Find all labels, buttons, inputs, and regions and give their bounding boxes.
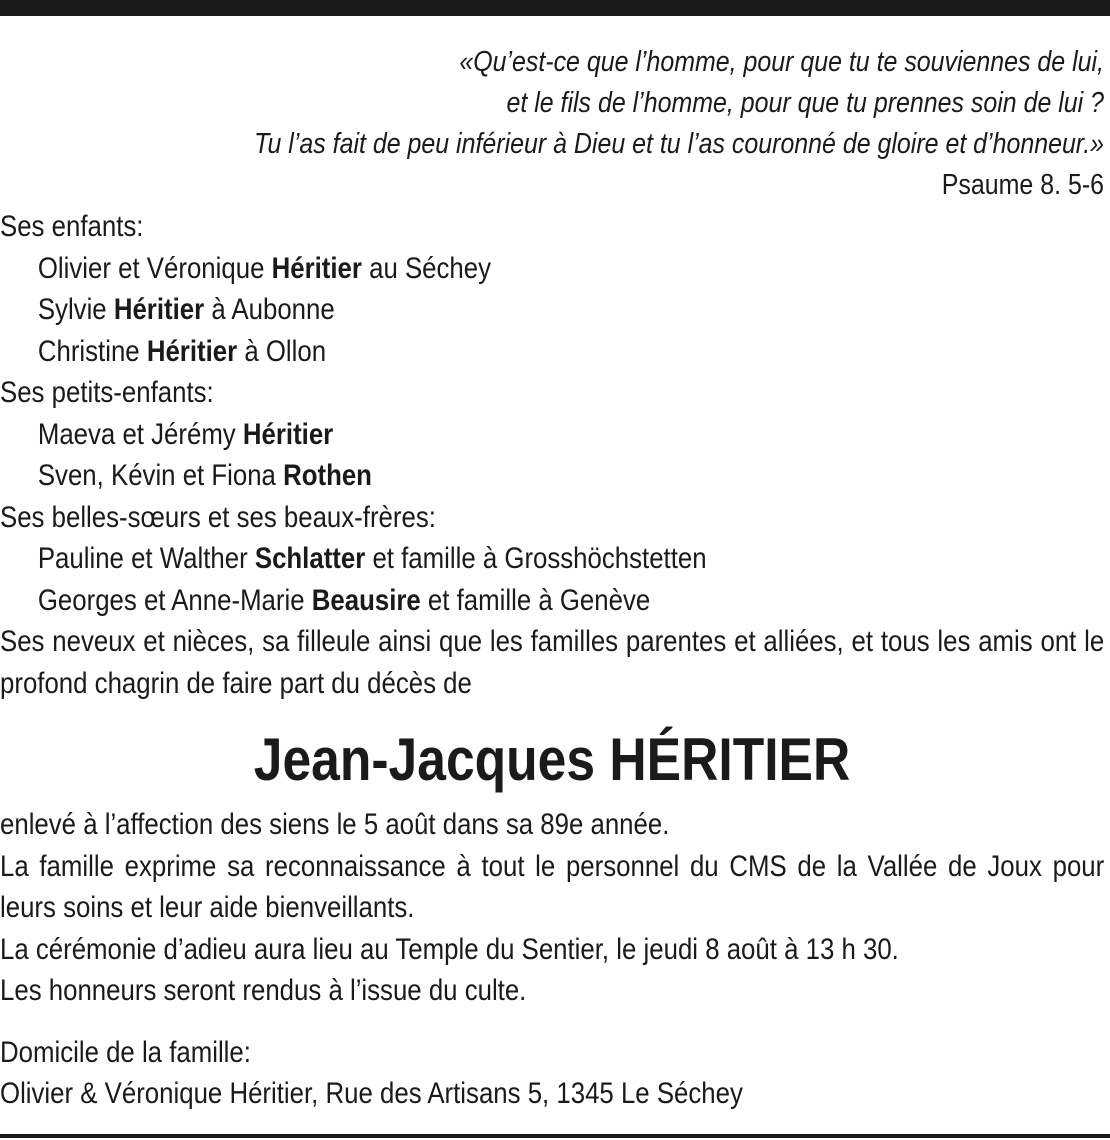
honours-text: Les honneurs seront rendus à l’issue du culte. (0, 974, 527, 1007)
child-surname: Héritier (271, 251, 362, 285)
inlaw-entry (0, 538, 949, 580)
quote-line-3: Tu l’as fait de peu inférieur à Dieu et tu l’as couronné de gloire et d’honneur.» (254, 128, 1105, 160)
announcement-text: Ses neveux et nièces, sa filleule ainsi que les familles parentes et alliées, et tous les amis ont le profond chagrin de faire part du décès de (0, 625, 1105, 700)
child-given-names: Olivier et Véronique (37, 251, 272, 285)
children-section (0, 206, 1104, 372)
inlaw-given-names: Georges et Anne-Marie (37, 583, 312, 617)
inlaw-surname: Schlatter (254, 542, 366, 575)
obituary-notice (0, 42, 1104, 1115)
inlaw-location: et famille à Grosshöchstetten (365, 542, 707, 575)
bottom-rule (0, 1134, 1110, 1138)
grandchild-given-names: Maeva et Jérémy (37, 417, 243, 451)
top-rule (0, 0, 1110, 16)
domicile-label: Domicile de la famille: (0, 1035, 251, 1069)
child-entry (0, 331, 949, 373)
child-given-names: Sylvie (37, 293, 114, 326)
inlaw-surname: Beausire (311, 583, 421, 617)
ceremony-text: La cérémonie d’adieu aura lieu au Temple du Sentier, le jeudi 8 août à 13 h 30. (0, 932, 899, 966)
quote-line-1: «Qu’est-ce que l’homme, pour que tu te souviennes de lui, (459, 46, 1104, 78)
grandchildren-label: Ses petits-enfants: (0, 376, 214, 409)
children-label: Ses enfants: (0, 210, 144, 243)
child-entry (0, 289, 949, 331)
grandchild-entry (0, 414, 949, 456)
inlaw-location: et famille à Genève (420, 583, 651, 617)
grandchild-surname: Héritier (242, 417, 334, 451)
child-location: au Séchey (361, 251, 492, 285)
domicile-section (0, 1032, 1104, 1115)
inlaws-section (0, 497, 1104, 622)
quote-source: Psaume 8. 5-6 (941, 169, 1104, 201)
child-entry (0, 248, 949, 290)
child-surname: Héritier (113, 293, 205, 326)
grandchild-surname: Rothen (283, 459, 372, 492)
child-surname: Héritier (146, 334, 238, 368)
child-location: à Ollon (237, 334, 327, 368)
child-location: à Aubonne (204, 293, 335, 326)
child-given-names: Christine (37, 334, 147, 368)
passing-text: enlevé à l’affection des siens le 5 août dans sa 89e année. (0, 808, 670, 841)
grandchild-entry (0, 455, 949, 497)
thanks-text: La famille exprime sa reconnaissance à tout le personnel du CMS de la Vallée de Joux pour leurs soins et leur aide bienveillants. (0, 849, 1105, 924)
psalm-quote (0, 42, 1104, 206)
details-section (0, 804, 1104, 1012)
quote-line-2: et le fils de l’homme, pour que tu prennes soin de lui ? (506, 87, 1104, 119)
inlaw-entry (0, 580, 949, 622)
inlaw-given-names: Pauline et Walther (37, 542, 255, 575)
spacer (0, 1012, 1104, 1032)
grandchild-given-names: Sven, Kévin et Fiona (37, 459, 284, 492)
deceased-name: Jean-Jacques HÉRITIER (253, 726, 851, 793)
inlaws-label: Ses belles-sœurs et ses beaux-frères: (0, 500, 436, 534)
domicile-address: Olivier & Véronique Héritier, Rue des Artisans 5, 1345 Le Séchey (0, 1077, 743, 1110)
grandchildren-section (0, 372, 1104, 497)
